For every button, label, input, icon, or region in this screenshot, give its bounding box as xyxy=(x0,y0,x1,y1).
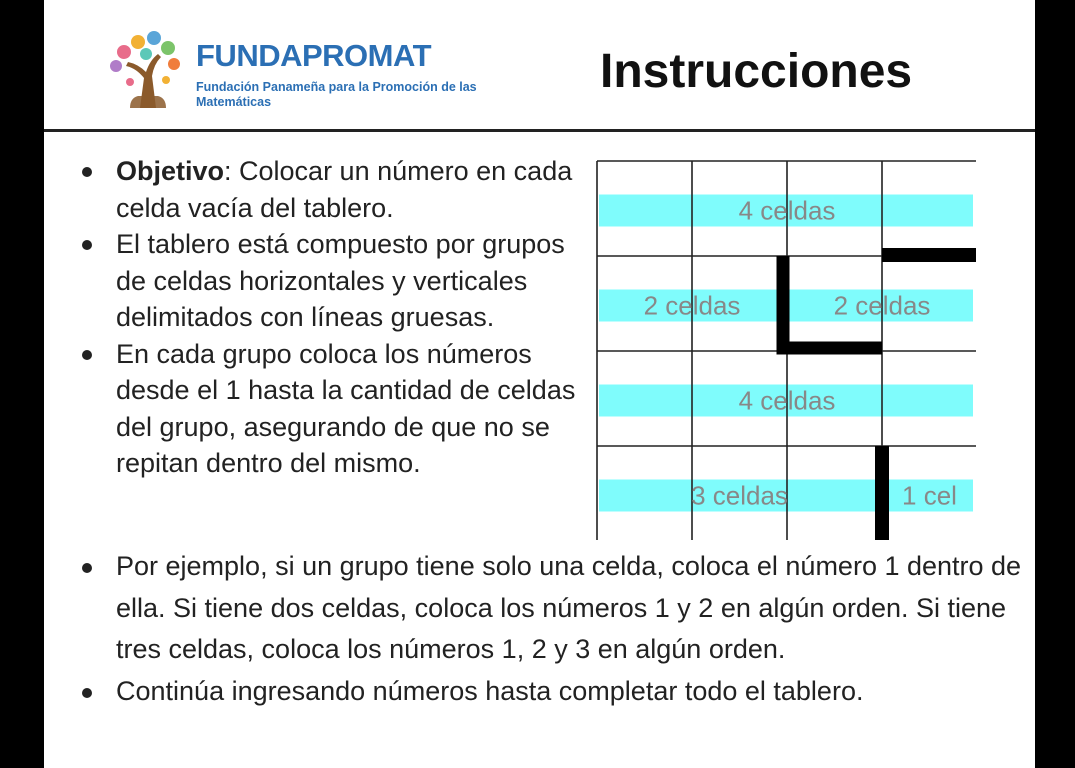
board-svg xyxy=(596,160,976,540)
instruction-text: : Colocar un número en cada celda vacía del tablero. xyxy=(116,156,573,223)
fundapromat-logo xyxy=(100,22,500,112)
instruction-text: Continúa ingresando números hasta completar todo el tablero. xyxy=(116,675,864,706)
instruction-text: El tablero está compuesto por grupos de celdas horizontales y verticales delimitados con líneas gruesas. xyxy=(116,229,565,332)
group-label-3: 4 celdas xyxy=(738,385,836,416)
page-title: Instrucciones xyxy=(600,45,913,98)
instruction-example xyxy=(44,546,1034,671)
instruction-list-left xyxy=(44,153,584,482)
group-label-0: 4 celdas xyxy=(738,195,836,226)
instruction-continue xyxy=(44,671,1034,713)
example-board xyxy=(596,160,976,540)
instruction-objective xyxy=(44,153,584,226)
instruction-group-rule xyxy=(44,336,584,482)
instruction-bold: Objetivo xyxy=(116,156,225,186)
logo-subtitle: Fundación Panameña para la Promoción de las Matemáticas xyxy=(196,80,477,109)
header-divider xyxy=(44,129,1035,132)
instruction-board-structure xyxy=(44,226,584,336)
group-label-2: 2 celdas xyxy=(833,290,931,321)
group-label-4: 3 celdas xyxy=(691,480,788,511)
group-label-5: 1 cel xyxy=(902,480,957,511)
instruction-text: Por ejemplo, si un grupo tiene solo una celda, coloca el número 1 dentro de ella. Si tiene dos celdas, coloca los números 1 y 2 en algún orden. Si tiene tres celdas, coloca los números 1, 2 y 3 en algún orden. xyxy=(116,551,1022,664)
group-label-1: 2 celdas xyxy=(643,290,741,321)
logo-name: FUNDAPROMAT xyxy=(196,38,432,73)
tree-logo-icon xyxy=(100,22,192,112)
instruction-list-bottom xyxy=(44,546,1034,712)
instructions-page xyxy=(44,0,1035,768)
instruction-text: En cada grupo coloca los números desde el 1 hasta la cantidad de celdas del grupo, asegurando de que no se repitan dentro del mismo. xyxy=(116,338,576,478)
